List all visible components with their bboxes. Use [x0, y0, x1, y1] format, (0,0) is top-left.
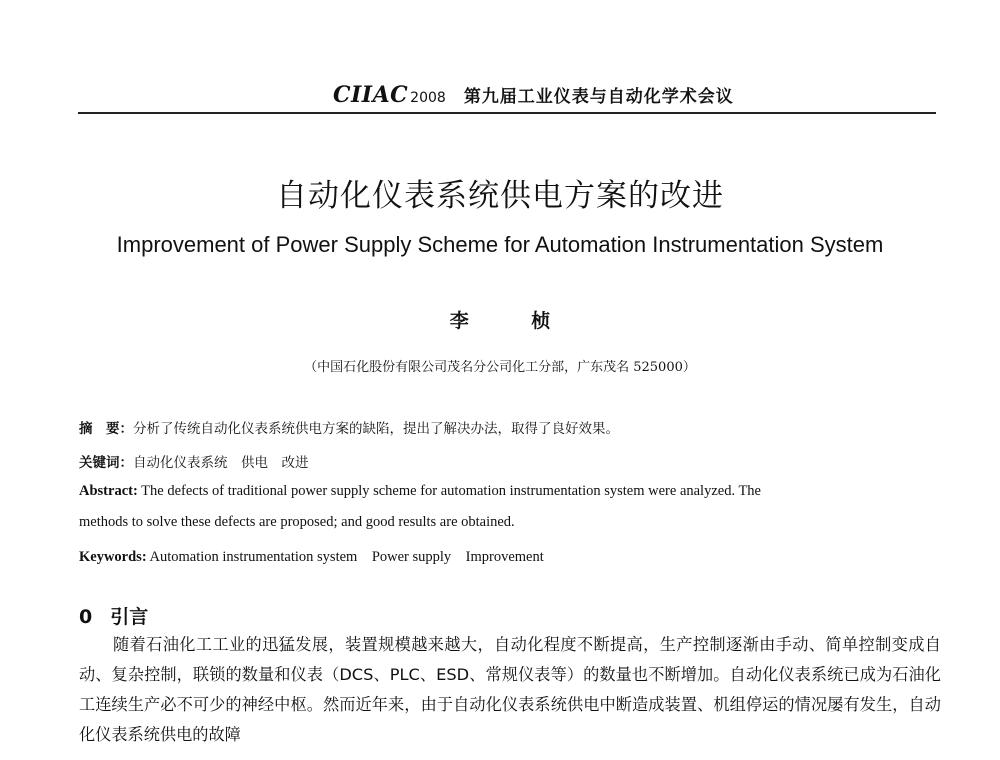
abstract-chinese [79, 417, 939, 437]
keywords-english-text: Automation instrumentation system Power supply Improvement [149, 549, 544, 565]
introduction-paragraph: 随着石油化工工业的迅猛发展，装置规模越来越大，自动化程度不断提高，生产控制逐渐由手动、简单控制变成自动、复杂控制，联锁的数量和仪表（DCS、PLC、ESD、常规仪表等）的数量也不断增加。自动化仪表系统已成为石油化工连续生产必不可少的神经中枢。然而近年来，由于自动化仪表系统供电中断造成装置、机组停运的情况屡有发生，自动化仪表系统供电的故障 [79, 635, 941, 744]
abstract-chinese-label: 摘 要： [79, 421, 133, 437]
keywords-english-label: Keywords: [79, 549, 147, 565]
author-affiliation: （中国石化股份有限公司茂名分公司化工分部，广东茂名 525000） [304, 360, 696, 375]
paper-title-chinese: 自动化仪表系统供电方案的改进 [276, 178, 724, 214]
author-name: 李 桢 [449, 310, 579, 332]
section-number: 0 [79, 606, 93, 628]
section-heading-introduction [79, 602, 148, 629]
conference-name: 第九届工业仪表与自动化学术会议 [463, 87, 734, 107]
abstract-english-text-2: methods to solve these defects are proposed; and good results are obtained. [79, 514, 515, 530]
keywords-english [79, 545, 939, 566]
abstract-english-text-1: The defects of traditional power supply scheme for automation instrumentation system were analyzed. The [141, 483, 761, 499]
keywords-chinese-label: 关键词： [79, 455, 133, 471]
abstract-chinese-text: 分析了传统自动化仪表系统供电方案的缺陷，提出了解决办法，取得了良好效果。 [133, 421, 619, 437]
keywords-chinese-text: 自动化仪表系统 供电 改进 [133, 455, 309, 471]
section-title: 引言 [110, 606, 149, 628]
conference-logo: CIIAC [333, 82, 409, 108]
abstract-english-line-2 [79, 514, 939, 531]
keywords-chinese [79, 451, 939, 471]
paper-title-english: Improvement of Power Supply Scheme for Automation Instrumentation System [116, 232, 884, 257]
conference-header [78, 78, 936, 114]
conference-header-content [333, 82, 734, 108]
abstract-english-line-1 [79, 483, 939, 500]
abstract-english-label: Abstract: [79, 483, 138, 499]
conference-year: 2008 [410, 90, 446, 106]
